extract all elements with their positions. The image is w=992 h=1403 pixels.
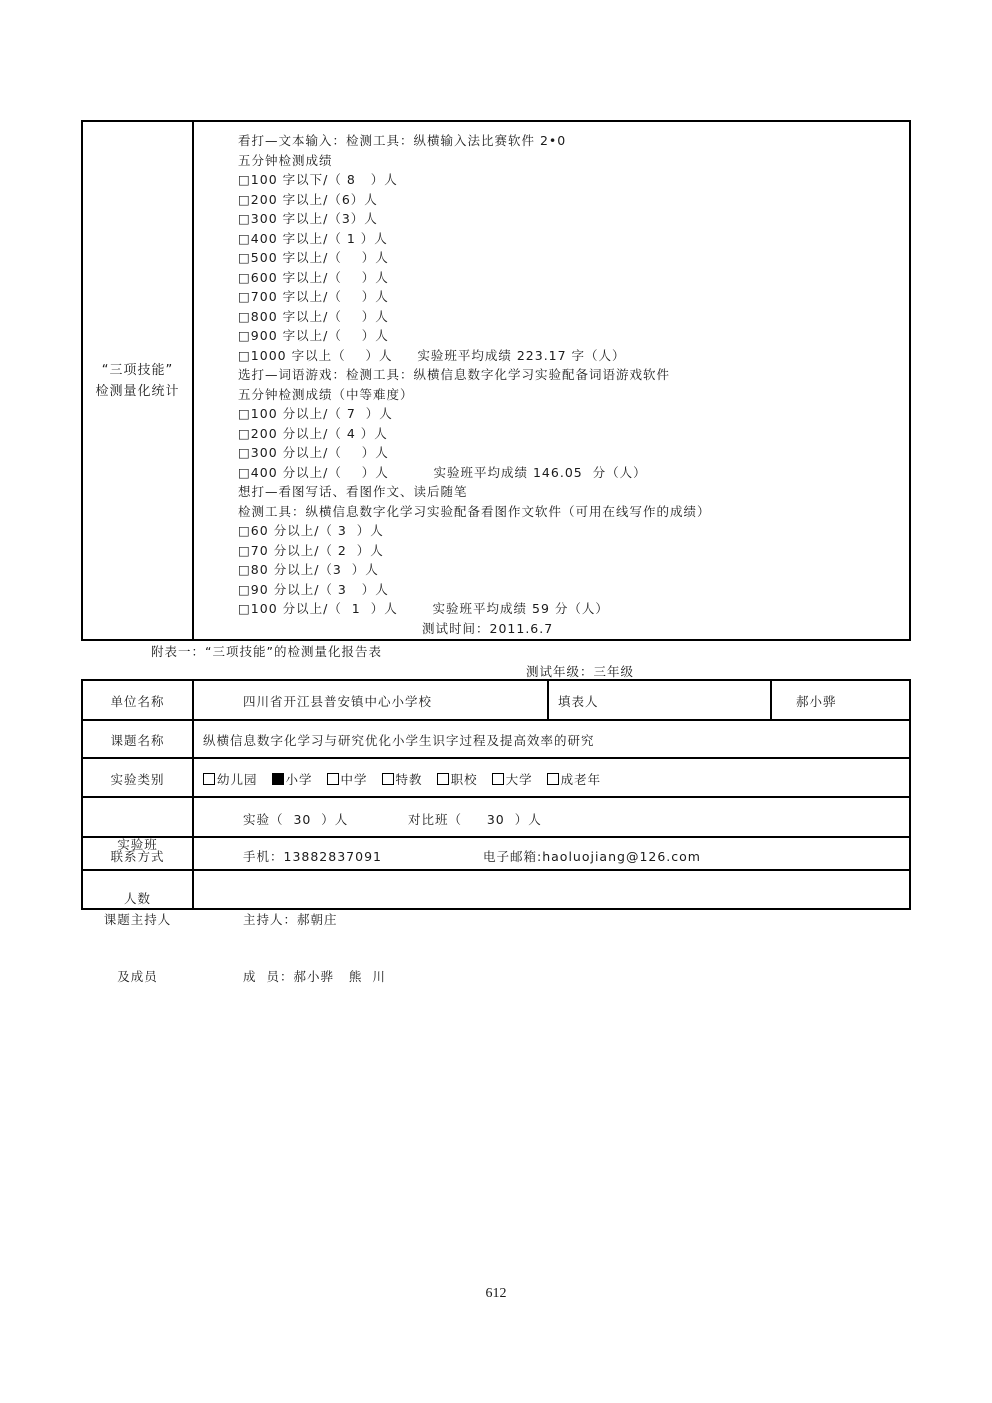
category-option-label: 幼儿园	[217, 772, 258, 787]
stats-line: □600 字以上/（ ）人	[238, 270, 389, 285]
stats-line: 看打—文本输入：检测工具：纵横输入法比赛软件 2•0	[238, 133, 567, 148]
row-divider	[83, 869, 909, 871]
stats-line: □80 分以上/（3 ）人	[238, 562, 379, 577]
host-value: 主持人：郝朝庄	[243, 912, 338, 927]
category-option-label: 大学	[505, 772, 533, 787]
page-number: 612	[485, 1286, 507, 1301]
class-label-line1: 实验班	[117, 837, 158, 852]
stats-line: □400 分以上/（ ）人 实验班平均成绩 146.05 分（人）	[238, 465, 647, 480]
stats-line: 检测工具：纵横信息数字化学习实验配备看图作文软件（可用在线写作的成绩）	[238, 504, 711, 519]
category-option	[327, 772, 368, 787]
email-value: 电子邮箱:haoluojiang@126.com	[483, 849, 701, 864]
stats-line: □400 字以上/（ 1 ）人	[238, 231, 388, 246]
stats-line: 选打—词语游戏：检测工具：纵横信息数字化学习实验配备词语游戏软件	[238, 367, 671, 382]
stats-line: □300 字以上/（3）人	[238, 211, 378, 226]
report-table	[81, 679, 911, 984]
class-label-line2: 人数	[123, 891, 151, 906]
host-label-line2: 及成员	[117, 969, 158, 984]
stats-line: □800 字以上/（ ）人	[238, 309, 389, 324]
checkbox-icon	[327, 773, 339, 785]
row-divider	[83, 719, 909, 721]
grade-note: 测试年级：三年级	[526, 664, 635, 679]
stats-line: 测试时间：2011.6.7	[238, 621, 554, 636]
stats-label-line2: 检测量化统计	[95, 384, 180, 399]
host-label-line1: 课题主持人	[103, 912, 172, 927]
stats-line: □90 分以上/（ 3 ）人	[238, 582, 389, 597]
appendix-title: 附表一：“三项技能”的检测量化报告表	[151, 644, 382, 659]
category-option-label: 小学	[285, 772, 313, 787]
category-option	[492, 772, 533, 787]
category-option	[547, 772, 602, 787]
topic-value: 纵横信息数字化学习与研究优化小学生识字过程及提高效率的研究	[203, 733, 595, 748]
category-option-label: 成老年	[560, 772, 602, 787]
category-option-label: 特教	[395, 772, 423, 787]
class-value: 实验（ 30 ）人 对比班（ 30 ）人	[243, 812, 542, 827]
category-label: 实验类别	[110, 772, 165, 787]
topic-label: 课题名称	[110, 733, 165, 748]
category-option	[382, 772, 423, 787]
checked-box-icon	[272, 773, 284, 785]
host-label	[83, 872, 192, 1024]
checkbox-icon	[382, 773, 394, 785]
stats-line: 五分钟检测成绩（中等难度）	[238, 387, 414, 402]
contact-label: 联系方式	[110, 849, 165, 864]
stats-line: □200 分以上/（ 4 ）人	[238, 426, 388, 441]
stats-line: □100 分以上/（ 7 ）人	[238, 406, 393, 421]
checkbox-icon	[203, 773, 215, 785]
stats-line: □300 分以上/（ ）人	[238, 445, 389, 460]
checkbox-icon	[437, 773, 449, 785]
stats-row-label	[83, 360, 192, 402]
phone-value: 手机：13882837091	[243, 849, 382, 864]
category-option	[437, 772, 478, 787]
filler-label: 填表人	[558, 694, 599, 709]
category-options	[203, 770, 615, 788]
stats-line: □500 字以上/（ ）人	[238, 250, 389, 265]
stats-line: □900 字以上/（ ）人	[238, 328, 389, 343]
skills-stats-table	[81, 120, 911, 641]
stats-line: □70 分以上/（ 2 ）人	[238, 543, 384, 558]
filler-value: 郝小骅	[796, 694, 837, 709]
category-option-label: 职校	[450, 772, 478, 787]
stats-line: □100 分以上/（ 1 ）人 实验班平均成绩 59 分（人）	[238, 601, 609, 616]
stats-line: 五分钟检测成绩	[238, 153, 333, 168]
stats-line: 想打—看图写话、看图作文、读后随笔	[238, 484, 468, 499]
column-divider	[192, 122, 194, 639]
column-divider	[547, 681, 549, 719]
host-info	[243, 872, 386, 1024]
stats-line: □700 字以上/（ ）人	[238, 289, 389, 304]
row-divider	[83, 796, 909, 798]
category-option	[203, 772, 258, 787]
stats-label-line1: “三项技能”	[101, 363, 174, 378]
row-divider	[83, 836, 909, 838]
row-divider	[83, 757, 909, 759]
unit-value: 四川省开江县普安镇中心小学校	[243, 694, 433, 709]
stats-line: □1000 字以上（ ）人 实验班平均成绩 223.17 字（人）	[238, 348, 626, 363]
checkbox-icon	[492, 773, 504, 785]
column-divider	[192, 681, 194, 908]
members-value: 成 员：郝小骅 熊 川	[243, 969, 386, 984]
stats-line: □100 字以下/（ 8 ）人	[238, 172, 398, 187]
column-divider	[770, 681, 772, 719]
category-option	[272, 772, 313, 787]
unit-label: 单位名称	[110, 694, 165, 709]
stats-line: □200 字以上/（6）人	[238, 192, 378, 207]
category-option-label: 中学	[340, 772, 368, 787]
checkbox-icon	[547, 773, 559, 785]
stats-line: □60 分以上/（ 3 ）人	[238, 523, 384, 538]
